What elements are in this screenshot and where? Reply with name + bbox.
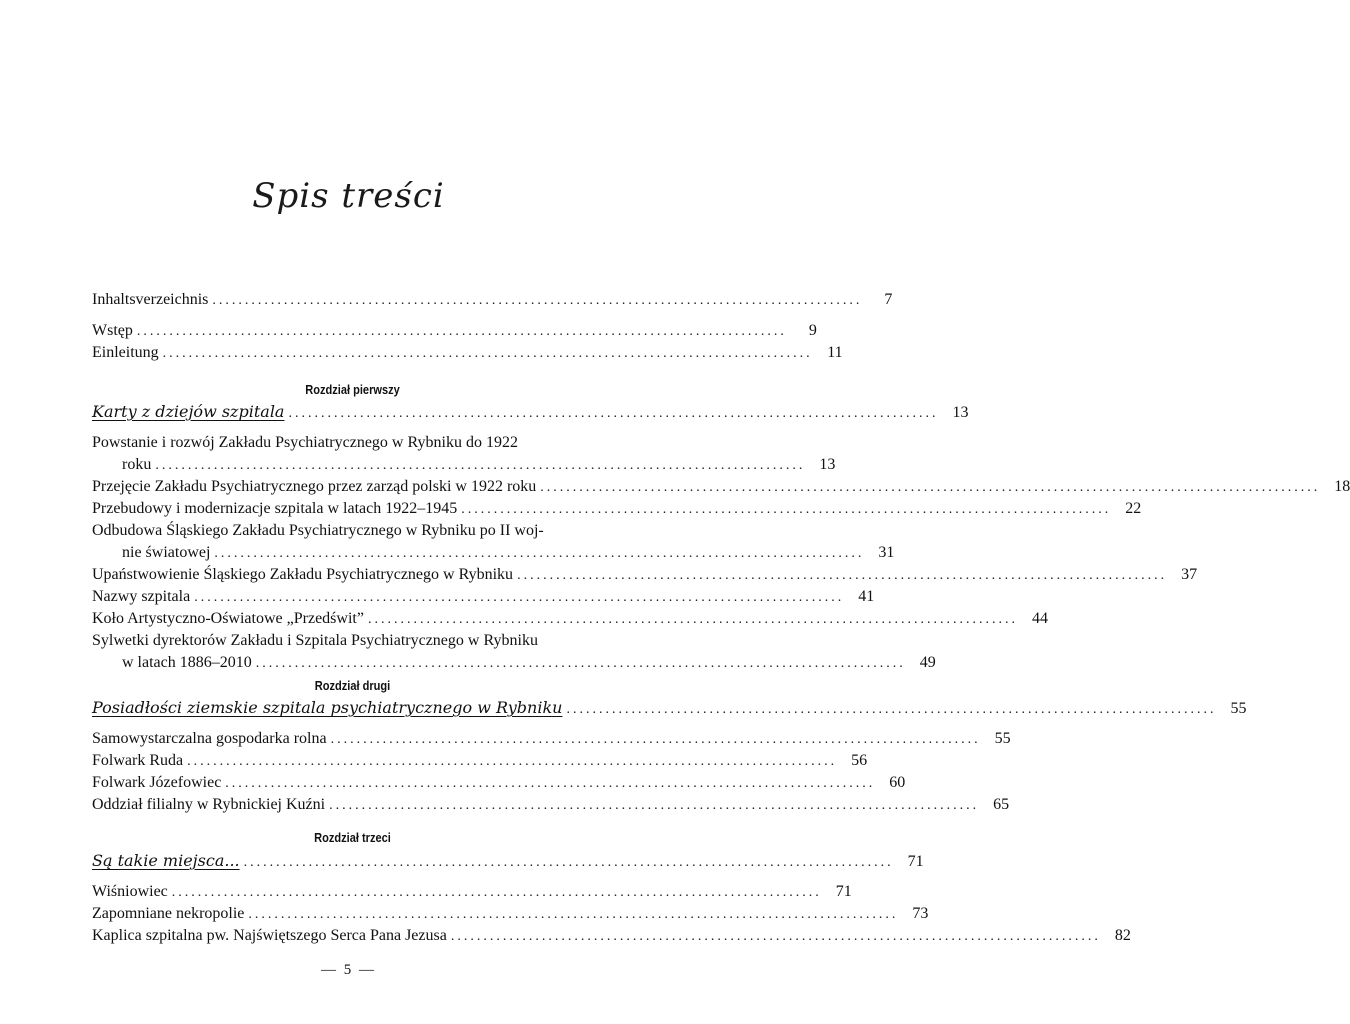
toc-entry-line[interactable]: Odbudowa Śląskiego Zakładu Psychiatrycznego w Rybniku po II woj- (92, 522, 544, 539)
toc-entry-text: nie światowej (122, 544, 211, 561)
chapter-title-entry[interactable] (92, 697, 1247, 719)
toc-entry-einleitung[interactable] (92, 342, 843, 364)
toc-entry[interactable] (92, 750, 868, 772)
toc-entry-line[interactable]: Sylwetki dyrektorów Zakładu i Szpitala Psychiatrycznego w Rybniku (92, 632, 538, 649)
toc-entry-text: Wiśniowiec (92, 883, 168, 900)
toc-page-number: 56 (851, 752, 868, 769)
toc-entry-text: Folwark Józefowiec (92, 774, 222, 791)
toc-entry[interactable] (92, 794, 1010, 816)
leader-dots: .................................................................................................... (461, 502, 1112, 517)
toc-page-number: 65 (993, 796, 1010, 813)
leader-dots: .................................................................................................... (450, 929, 1101, 944)
leader-dots: .................................................................................................... (367, 612, 1018, 627)
toc-entry-text: Oddział filialny w Rybnickiej Kuźni (92, 796, 326, 813)
leader-dots: .................................................................................................... (155, 458, 806, 473)
toc-page-number: 37 (1181, 566, 1198, 583)
toc-page-number: 7 (884, 291, 893, 308)
toc-entry-wstep[interactable] (92, 320, 817, 342)
toc-entry-continuation[interactable] (92, 542, 895, 564)
toc-entry[interactable] (92, 564, 1198, 586)
toc-page-number: 31 (878, 544, 895, 561)
toc-page-number: 71 (907, 853, 924, 870)
leader-dots: .................................................................................................... (255, 656, 906, 671)
chapter-title-entry[interactable] (92, 401, 969, 423)
leader-dots: .................................................................................................... (517, 568, 1168, 583)
chapter-label: Rozdział pierwszy (305, 382, 400, 397)
toc-page-number: 49 (919, 654, 936, 671)
toc-page-number: 11 (827, 344, 843, 361)
toc-entry[interactable] (92, 728, 1011, 750)
toc-page-number: 22 (1125, 500, 1142, 517)
toc-page-number: 73 (912, 905, 929, 922)
toc-page-number: 18 (1334, 478, 1350, 495)
leader-dots: .................................................................................................... (212, 293, 863, 308)
toc-page-number: 55 (994, 730, 1011, 747)
toc-entry-continuation[interactable] (92, 652, 936, 674)
leader-dots: .................................................................................................... (214, 546, 865, 561)
toc-entry[interactable] (92, 476, 1350, 498)
toc-page-number: 13 (819, 456, 836, 473)
toc-entry-text: Koło Artystyczno-Oświatowe „Przedświt” (92, 610, 364, 627)
toc-entry-text: Wstęp (92, 322, 133, 339)
chapter-title: Karty z dziejów szpitala (92, 402, 285, 421)
chapter-label: Rozdział drugi (314, 678, 391, 693)
leader-dots: .................................................................................................... (243, 855, 894, 870)
toc-page-number: 13 (952, 404, 969, 421)
leader-dots: .................................................................................................... (288, 406, 939, 421)
toc-entry-inhaltsverzeichnis[interactable] (92, 289, 893, 311)
toc-page-number: 60 (889, 774, 906, 791)
toc-entry[interactable] (92, 925, 1131, 947)
toc-entry-text: Nazwy szpitala (92, 588, 191, 605)
toc-page-number: 44 (1031, 610, 1048, 627)
leader-dots: .................................................................................................... (162, 346, 813, 361)
leader-dots: .................................................................................................... (136, 324, 787, 339)
toc-entry-text: Folwark Ruda (92, 752, 184, 769)
toc-page-number: 71 (835, 883, 852, 900)
toc-entry[interactable] (92, 881, 852, 903)
toc-entry-text: Przebudowy i modernizacje szpitala w latach 1922–1945 (92, 500, 458, 517)
toc-entry[interactable] (92, 498, 1142, 520)
leader-dots: .................................................................................................... (566, 702, 1217, 717)
chapter-title: Są takie miejsca... (92, 851, 240, 870)
leader-dots: .................................................................................................... (330, 732, 981, 747)
toc-page-number: 82 (1114, 927, 1131, 944)
toc-entry-text: Upaństwowienie Śląskiego Zakładu Psychiatrycznego w Rybniku (92, 566, 514, 583)
toc-entry-text: Samowystarczalna gospodarka rolna (92, 730, 327, 747)
toc-page-number: 41 (858, 588, 875, 605)
chapter-title-entry[interactable] (92, 850, 924, 872)
toc-entry[interactable] (92, 608, 1048, 630)
toc-entry-text: Inhaltsverzeichnis (92, 291, 209, 308)
leader-dots: .................................................................................................... (187, 754, 838, 769)
toc-page-number: 55 (1230, 700, 1247, 717)
page-title: Spis treści (252, 176, 445, 216)
chapter-title: Posiadłości ziemskie szpitala psychiatrycznego w Rybniku (92, 698, 563, 717)
toc-entry-text: Kaplica szpitalna pw. Najświętszego Serca Pana Jezusa (92, 927, 447, 944)
toc-entry-text: w latach 1886–2010 (122, 654, 252, 671)
chapter-label: Rozdział trzeci (314, 830, 391, 845)
leader-dots: ........................................................................................................................ (540, 480, 1321, 495)
toc-entry[interactable] (92, 586, 875, 608)
leader-dots: .................................................................................................... (171, 885, 822, 900)
toc-entry-text: Einleitung (92, 344, 159, 361)
toc-entry-continuation[interactable] (92, 454, 836, 476)
leader-dots: .................................................................................................... (194, 590, 845, 605)
page-number-footer: — 5 — (321, 962, 376, 978)
toc-page-number: 9 (808, 322, 817, 339)
toc-entry-line[interactable]: Powstanie i rozwój Zakładu Psychiatrycznego w Rybniku do 1922 (92, 434, 518, 451)
toc-entry-text: Zapomniane nekropolie (92, 905, 245, 922)
toc-entry-text: roku (122, 456, 152, 473)
toc-entry[interactable] (92, 903, 929, 925)
toc-entry[interactable] (92, 772, 906, 794)
leader-dots: .................................................................................................... (248, 907, 899, 922)
leader-dots: .................................................................................................... (225, 776, 876, 791)
leader-dots: .................................................................................................... (329, 798, 980, 813)
toc-entry-text: Przejęcie Zakładu Psychiatrycznego przez zarząd polski w 1922 roku (92, 478, 537, 495)
